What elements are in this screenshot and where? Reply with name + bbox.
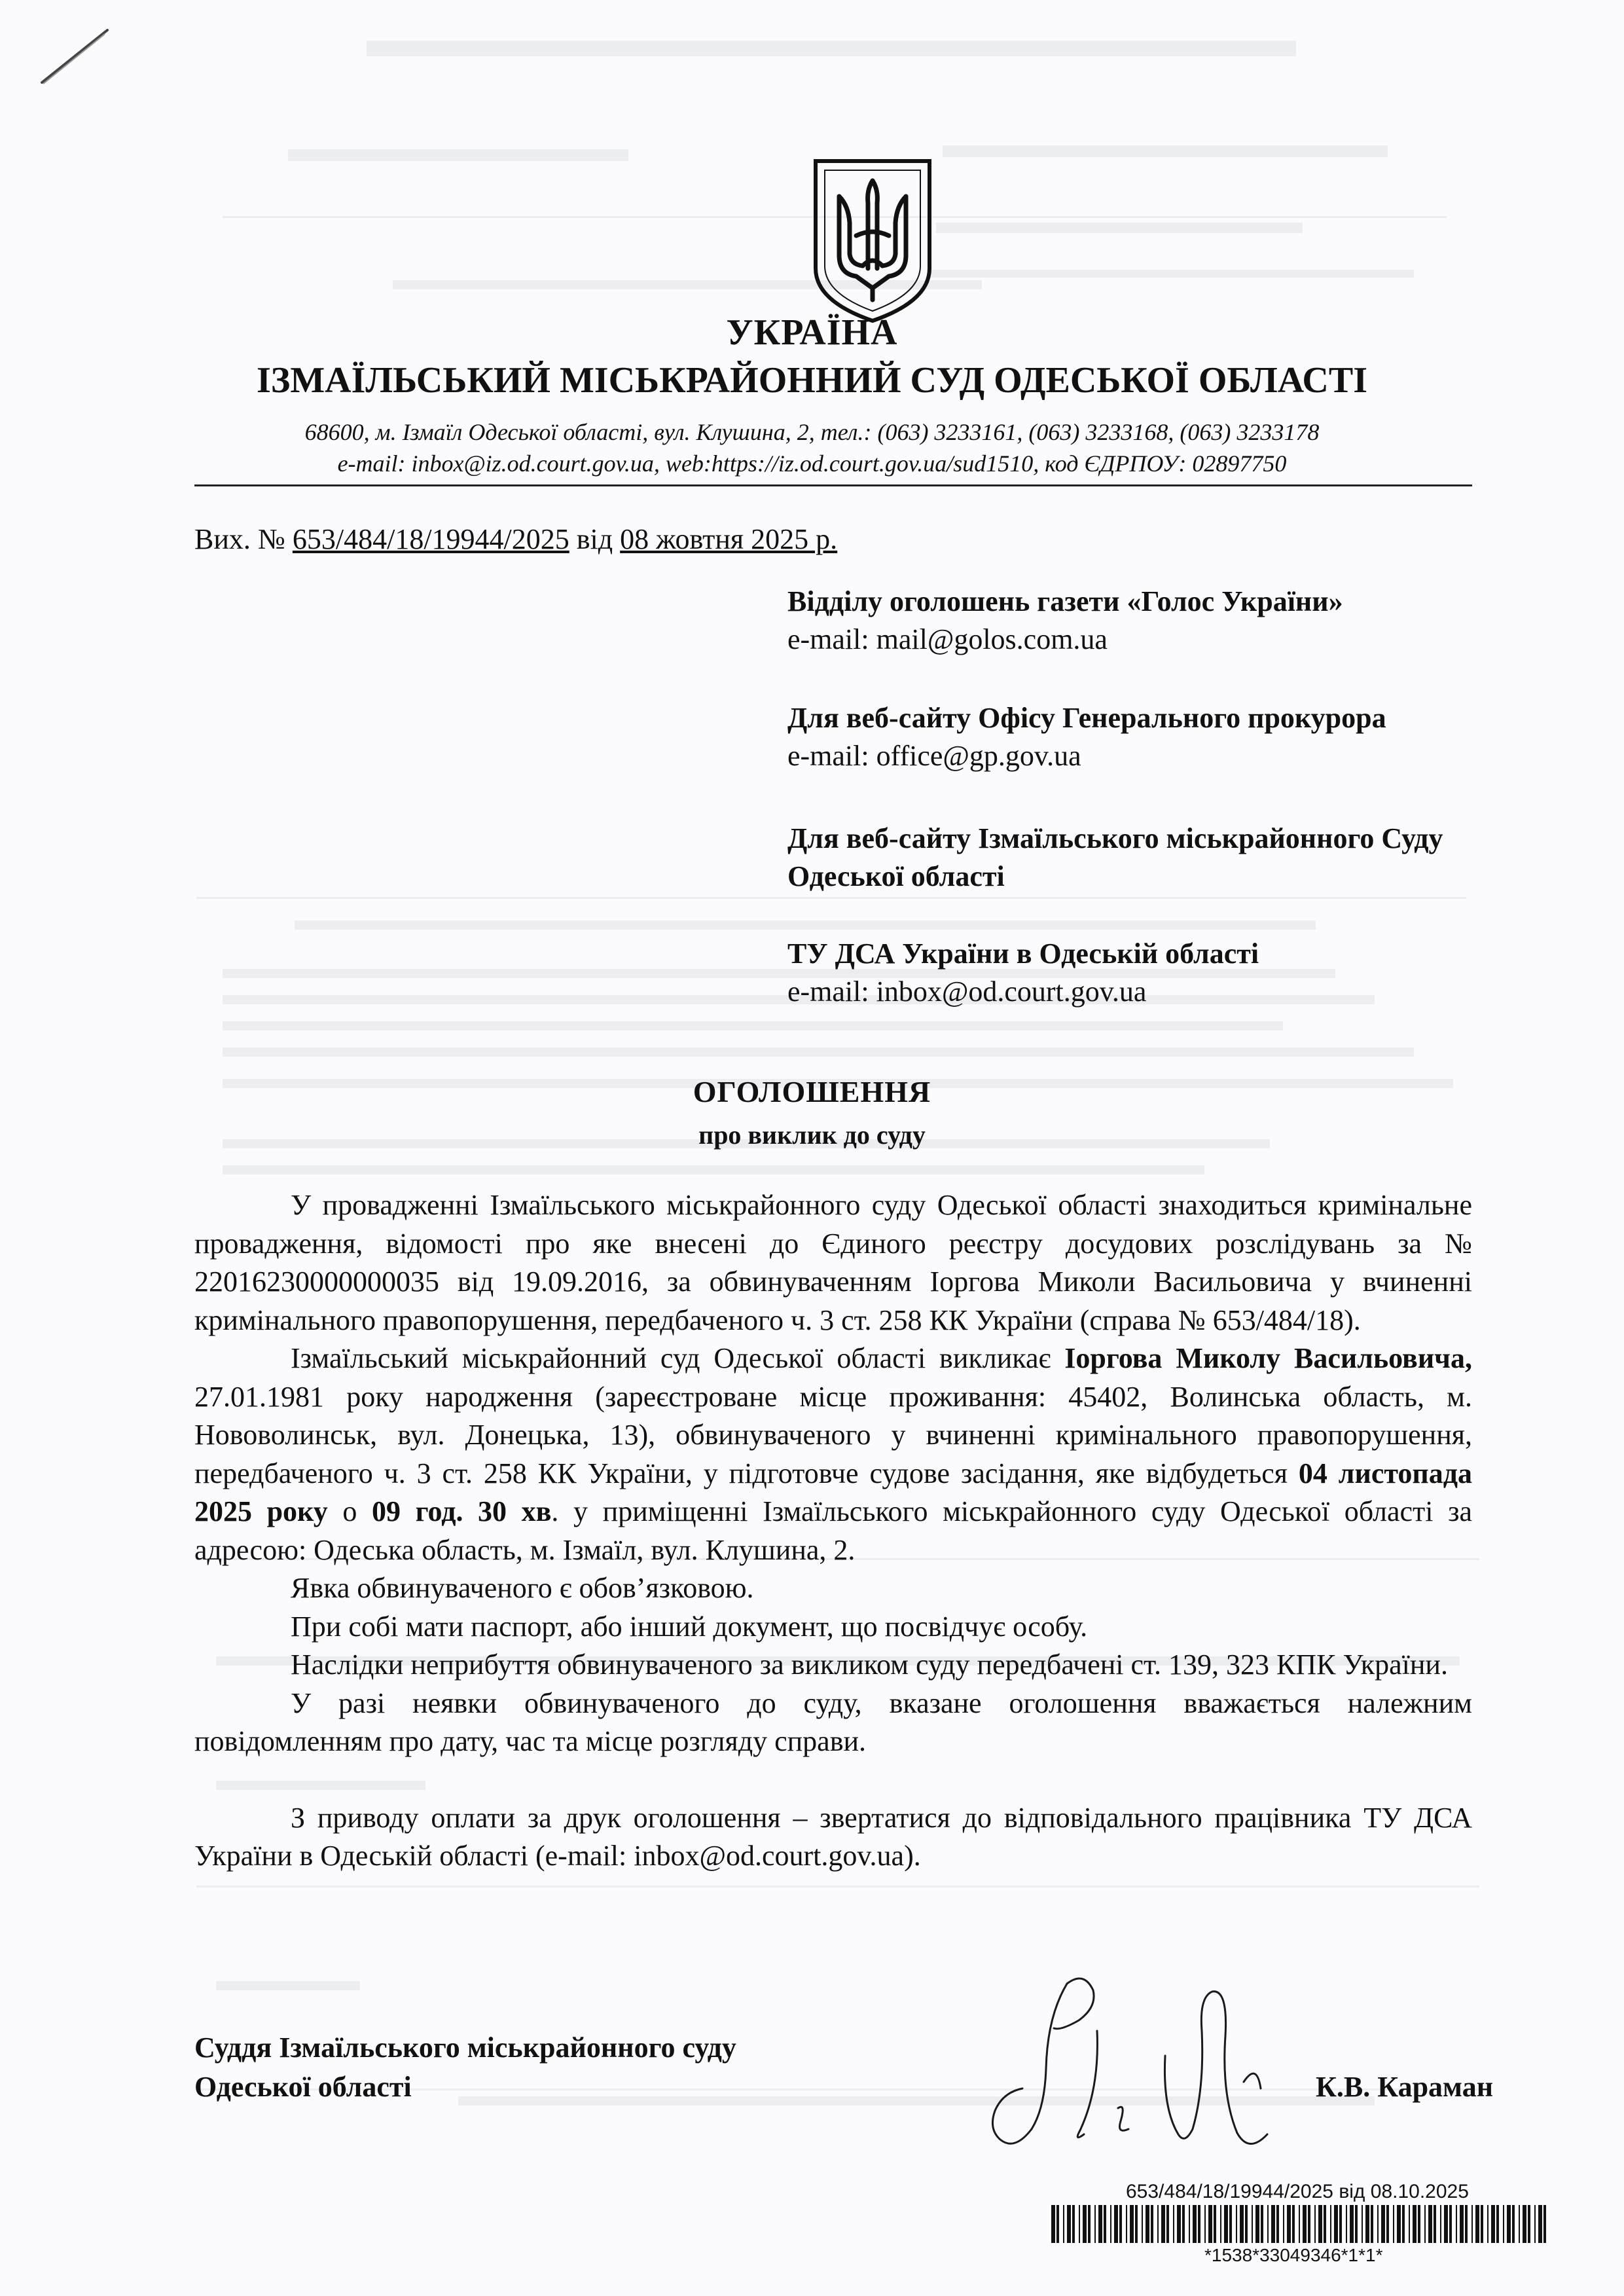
barcode-bar bbox=[1173, 2205, 1174, 2243]
barcode-bar bbox=[1449, 2205, 1452, 2243]
recipient-name: Відділу оголошень газети «Голос України» bbox=[787, 585, 1343, 617]
judge-name: К.В. Караман bbox=[1316, 2071, 1494, 2103]
barcode-bar bbox=[1146, 2205, 1149, 2243]
hearing-time: 09 год. 30 хв bbox=[371, 1495, 552, 1527]
barcode-bar bbox=[1330, 2205, 1331, 2243]
court-address-line: 68600, м. Ізмаїл Одеської області, вул. Клушина, 2, тел.: (063) 3233161, (063) 3233168, (063) 3233178 bbox=[304, 419, 1320, 445]
barcode-bar bbox=[1381, 2205, 1385, 2243]
barcode-bar bbox=[1119, 2205, 1122, 2243]
barcode-bar bbox=[1324, 2205, 1326, 2243]
recipient-name: Для веб-сайту Офісу Генерального прокурора bbox=[787, 702, 1386, 734]
recipient-name: Для веб-сайту Ізмаїльського міськрайонного Суду Одеської області bbox=[787, 822, 1443, 892]
barcode-bar bbox=[1456, 2205, 1457, 2243]
barcode-bar bbox=[1528, 2205, 1530, 2243]
barcode-bar bbox=[1507, 2205, 1511, 2243]
hearing-date: 04 листопада 2025 року bbox=[194, 1457, 1472, 1527]
barcode-bar bbox=[1523, 2205, 1526, 2243]
barcode-bar bbox=[1261, 2205, 1263, 2243]
country-title: УКРАЇНА bbox=[726, 312, 898, 353]
announcement-subtitle: про виклик до суду bbox=[698, 1120, 926, 1150]
barcode-bar bbox=[1444, 2205, 1448, 2243]
barcode-bar bbox=[1063, 2205, 1064, 2243]
recipient-email: e-mail: mail@golos.com.ua bbox=[787, 623, 1108, 655]
court-name: ІЗМАЇЛЬСЬКИЙ МІСЬКРАЙОННИЙ СУД ОДЕСЬКОЇ ОБЛАСТІ bbox=[256, 360, 1368, 401]
paragraph-documents: При собі мати паспорт, або інший документ, що посвідчує особу. bbox=[291, 1610, 1088, 1643]
header-divider bbox=[194, 484, 1472, 486]
recipient-email: e-mail: inbox@od.court.gov.ua bbox=[787, 975, 1147, 1008]
barcode-bar bbox=[1189, 2205, 1190, 2243]
barcode-bar bbox=[1287, 2205, 1291, 2243]
barcode-bar bbox=[1110, 2205, 1111, 2243]
barcode-bar bbox=[1177, 2205, 1181, 2243]
barcode-bar bbox=[1491, 2205, 1495, 2243]
barcode-bar bbox=[1543, 2205, 1546, 2243]
barcode-bar bbox=[1198, 2205, 1200, 2243]
paragraph-notice: У разі неявки обвинуваченого до суду, вказане оголошення вважається належним повідомленням про дату, час та місце розгляду справи. bbox=[194, 1686, 1472, 1757]
barcode-bar bbox=[1051, 2205, 1055, 2243]
barcode-bar bbox=[1299, 2205, 1300, 2243]
barcode-bar bbox=[1339, 2205, 1342, 2243]
barcode-bar bbox=[1088, 2205, 1091, 2243]
barcode-bar bbox=[1072, 2205, 1075, 2243]
barcode-bar bbox=[1303, 2205, 1307, 2243]
barcode-bar bbox=[1409, 2205, 1410, 2243]
barcode-bar bbox=[1397, 2205, 1401, 2243]
outgoing-date: 08 жовтня 2025 р. bbox=[620, 523, 838, 555]
paragraph-summons bbox=[194, 1339, 1472, 1569]
judge-position-line1: Суддя Ізмаїльського міськрайонного суду bbox=[194, 2032, 736, 2064]
barcode-bar bbox=[1098, 2205, 1102, 2243]
barcode-bar bbox=[1465, 2205, 1468, 2243]
recipient-tu-dsa bbox=[787, 935, 1494, 1011]
barcode-bar bbox=[1157, 2205, 1159, 2243]
barcode-bar bbox=[1079, 2205, 1080, 2243]
barcode-bar bbox=[1496, 2205, 1499, 2243]
barcode-bar bbox=[1512, 2205, 1515, 2243]
barcode-bar bbox=[1377, 2205, 1379, 2243]
barcode-bar bbox=[1114, 2205, 1118, 2243]
pen-mark bbox=[39, 26, 111, 85]
judge-position bbox=[194, 2028, 914, 2107]
barcode-bar bbox=[1214, 2205, 1216, 2243]
barcode-bar bbox=[1182, 2205, 1185, 2243]
recipient-court-website bbox=[787, 820, 1455, 896]
barcode-bar bbox=[1418, 2205, 1420, 2243]
barcode-bar bbox=[1314, 2205, 1316, 2243]
summons-text: Ізмаїльський міськрайонний суд Одеської області викликає bbox=[291, 1342, 1065, 1374]
recipient-email: e-mail: office@gp.gov.ua bbox=[787, 740, 1081, 772]
barcode-bar bbox=[1481, 2205, 1483, 2243]
barcode-bar bbox=[1236, 2205, 1237, 2243]
barcode-bar bbox=[1204, 2205, 1206, 2243]
outgoing-number-value: 653/484/18/19944/2025 bbox=[292, 523, 569, 555]
barcode-bar bbox=[1460, 2205, 1464, 2243]
barcode-bar bbox=[1292, 2205, 1295, 2243]
barcode-bar bbox=[1224, 2205, 1228, 2243]
barcode-bar bbox=[1346, 2205, 1347, 2243]
recipient-name: ТУ ДСА України в Одеській області bbox=[787, 938, 1259, 970]
barcode-bar bbox=[1365, 2205, 1369, 2243]
paragraph-consequences: Наслідки неприбуття обвинуваченого за викликом суду передбачені ст. 139, 323 КПК України. bbox=[291, 1649, 1448, 1681]
barcode-bar bbox=[1434, 2205, 1436, 2243]
barcode-bar bbox=[1503, 2205, 1504, 2243]
barcode-bar bbox=[1240, 2205, 1244, 2243]
barcode-bar bbox=[1393, 2205, 1394, 2243]
summons-text: 27.01.1981 року народження (зареєстроване місце проживання: 45402, Волинська область, м. Нововолинськ, вул. Донецька, 13), обвинуваченого у вчиненні кримінального правопорушення, передбаченого ч. 3 ст. 258 КК України, у підготовче судове засідання, яке відбудеться bbox=[194, 1380, 1472, 1489]
barcode-bar bbox=[1355, 2205, 1358, 2243]
recipient-golos bbox=[787, 583, 1494, 659]
barcode-bar bbox=[1519, 2205, 1520, 2243]
summons-text: о bbox=[327, 1495, 372, 1527]
barcode-bar bbox=[1255, 2205, 1259, 2243]
accused-name: Іоргова Миколу Васильовича, bbox=[1064, 1342, 1472, 1374]
barcode-bar bbox=[1166, 2205, 1169, 2243]
paragraph-mandatory: Явка обвинуваченого є обов’язковою. bbox=[291, 1572, 754, 1604]
barcode-bar bbox=[1067, 2205, 1071, 2243]
barcode-bar bbox=[1135, 2205, 1138, 2243]
barcode-bar bbox=[1471, 2205, 1473, 2243]
barcode-bar bbox=[1362, 2205, 1363, 2243]
barcode-bar bbox=[1413, 2205, 1416, 2243]
barcode-bar bbox=[1283, 2205, 1284, 2243]
barcode-bar bbox=[1229, 2205, 1232, 2243]
paragraph-payment: З приводу оплати за друк оголошення – звертатися до відповідального працівника ТУ ДСА України в Одеській області (e-mail: inbox@od.court.gov.ua). bbox=[194, 1801, 1472, 1872]
announcement-body bbox=[194, 1186, 1472, 1876]
barcode-bar bbox=[1083, 2205, 1087, 2243]
barcode-bar bbox=[1350, 2205, 1354, 2243]
barcode-bar bbox=[1271, 2205, 1275, 2243]
barcode-bar bbox=[1056, 2205, 1059, 2243]
paragraph-proceedings: У провадженні Ізмаїльського міськрайонного суду Одеської області знаходиться кримінальне провадження, відомості про яке внесені до Єдиного реєстру досудових розслідувань за № 22016230000000035 від 19.09.2016, за обвинуваченням Іоргова Миколи Васильовича у вчиненні кримінального правопорушення, передбаченого ч. 3 ст. 258 КК України (справа № 653/484/18). bbox=[194, 1189, 1472, 1336]
barcode-bar bbox=[1130, 2205, 1134, 2243]
barcode-bar bbox=[1538, 2205, 1542, 2243]
barcode-bar bbox=[1252, 2205, 1253, 2243]
barcode-bar bbox=[1104, 2205, 1106, 2243]
court-email-line: e-mail: inbox@iz.od.court.gov.ua, web:https://iz.od.court.gov.ua/sud1510, код ЄДРПОУ: 02897750 bbox=[337, 450, 1287, 477]
outgoing-from: від bbox=[576, 523, 613, 555]
registration-stamp: 653/484/18/19944/2025 від 08.10.2025 bbox=[1126, 2181, 1469, 2202]
barcode bbox=[1051, 2205, 1551, 2243]
barcode-bar bbox=[1475, 2205, 1479, 2243]
barcode-bar bbox=[1161, 2205, 1165, 2243]
court-contacts bbox=[0, 416, 1624, 479]
barcode-bar bbox=[1208, 2205, 1212, 2243]
barcode-bar bbox=[1142, 2205, 1143, 2243]
barcode-bar bbox=[1267, 2205, 1269, 2243]
barcode-bar bbox=[1371, 2205, 1373, 2243]
judge-position-line2: Одеської області bbox=[194, 2071, 412, 2103]
outgoing-prefix: Вих. № bbox=[194, 523, 285, 555]
recipient-prosecutor bbox=[787, 699, 1494, 775]
announcement-title: ОГОЛОШЕННЯ bbox=[693, 1075, 931, 1108]
barcode-bar bbox=[1094, 2205, 1096, 2243]
barcode-bar bbox=[1193, 2205, 1197, 2243]
barcode-bar bbox=[1428, 2205, 1432, 2243]
barcode-bar bbox=[1334, 2205, 1338, 2243]
barcode-text: *1538*33049346*1*1* bbox=[1204, 2245, 1383, 2265]
barcode-bar bbox=[1386, 2205, 1389, 2243]
barcode-bar bbox=[1440, 2205, 1441, 2243]
barcode-bar bbox=[1318, 2205, 1322, 2243]
barcode-bar bbox=[1151, 2205, 1153, 2243]
barcode-bar bbox=[1402, 2205, 1405, 2243]
barcode-bar bbox=[1126, 2205, 1127, 2243]
barcode-bar bbox=[1245, 2205, 1248, 2243]
trident-emblem-icon bbox=[810, 157, 935, 324]
handwritten-signature bbox=[969, 1958, 1270, 2160]
barcode-bar bbox=[1308, 2205, 1310, 2243]
barcode-bar bbox=[1276, 2205, 1279, 2243]
summons-text: . у приміщенні Ізмаїльського міськрайонного суду Одеської області за адресою: Одеська область, м. Ізмаїл, вул. Клушина, 2. bbox=[194, 1495, 1473, 1566]
barcode-bar bbox=[1220, 2205, 1221, 2243]
outgoing-number bbox=[194, 521, 837, 558]
barcode-bar bbox=[1487, 2205, 1489, 2243]
barcode-bar bbox=[1534, 2205, 1536, 2243]
barcode-bar bbox=[1424, 2205, 1426, 2243]
